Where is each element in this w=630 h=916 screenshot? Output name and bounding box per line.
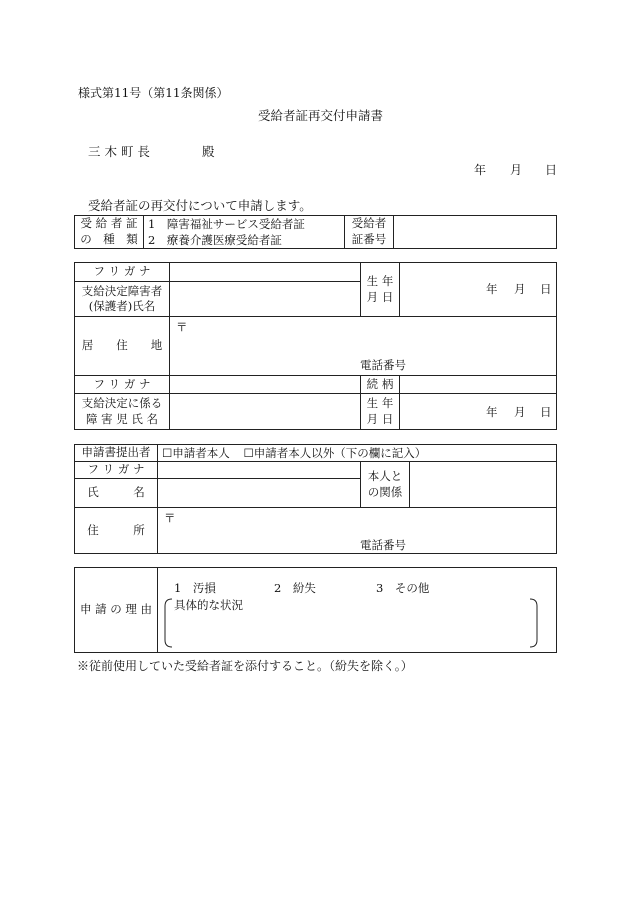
submitter-address-field[interactable] <box>158 508 557 554</box>
relation-label: 続 柄 <box>361 375 400 394</box>
addressee-name: 三 木 町 長 <box>88 144 150 159</box>
reason-label: 申 請 の 理 由 <box>75 568 158 653</box>
child-furigana-field[interactable] <box>170 375 361 394</box>
reason-field[interactable] <box>158 568 557 653</box>
submitter-label: 申請書提出者 <box>75 445 158 462</box>
relation-field[interactable] <box>400 375 557 394</box>
cert-option-2[interactable]: 2 療養介護医療受給者証 <box>144 232 345 249</box>
cert-number-label-1: 受給者 <box>345 216 394 233</box>
reason-option-2[interactable]: 2 紛失 <box>274 581 316 595</box>
submitter-options <box>158 445 557 462</box>
recipient-birth-label-1: 生 年 <box>366 274 394 289</box>
reason-option-3[interactable]: 3 その他 <box>376 581 430 595</box>
bracket-right-icon <box>528 598 540 648</box>
recipient-birth-month: 月 <box>514 282 526 296</box>
submitter-phone-label: 電話番号 <box>360 538 406 552</box>
guardian-name-label <box>75 281 170 316</box>
recipient-table <box>74 262 557 430</box>
reason-detail-label: 具体的な状況 <box>174 598 243 612</box>
child-birth-month: 月 <box>514 405 526 420</box>
child-name-field[interactable] <box>170 394 361 430</box>
child-birth-field[interactable] <box>400 394 557 430</box>
child-name-label-1: 支給決定に係る <box>81 396 163 411</box>
submitter-option-other[interactable]: ☐申請者本人以外（下の欄に記入） <box>243 446 427 460</box>
form-number: 様式第11号（第11条関係） <box>78 86 229 100</box>
recipient-birth-label-2: 月 日 <box>366 289 394 304</box>
address-field[interactable] <box>170 317 557 375</box>
date-year-label: 年 <box>474 163 487 177</box>
cert-type-label-2: の 種 類 <box>75 232 144 249</box>
date-month-label: 月 <box>510 163 523 177</box>
submitter-table <box>74 444 557 554</box>
certificate-table <box>74 215 557 249</box>
child-birth-year: 年 <box>486 405 498 420</box>
reason-option-1[interactable]: 1 汚損 <box>174 581 216 595</box>
submitter-name-field[interactable] <box>158 479 361 508</box>
submitter-name-label: 氏 名 <box>75 479 158 508</box>
guardian-name-field[interactable] <box>170 281 361 316</box>
child-furigana-label: フ リ ガ ナ <box>75 375 170 394</box>
recipient-birth-label <box>361 263 400 317</box>
submitter-furigana-field[interactable] <box>158 462 361 479</box>
submitter-relation-label-1: 本人と <box>367 468 403 483</box>
submitter-postal-mark: 〒 <box>164 511 176 525</box>
attachment-note: ※従前使用していた受給者証を添付すること。（紛失を除く。） <box>77 659 413 673</box>
submitter-relation-label <box>361 462 410 508</box>
child-birth-label <box>361 394 400 430</box>
recipient-furigana-field[interactable] <box>170 263 361 282</box>
child-name-label-2: 障 害 児 氏 名 <box>85 411 159 426</box>
child-name-label <box>75 394 170 430</box>
address-postal-mark: 〒 <box>176 320 188 335</box>
child-birth-day: 日 <box>540 405 552 420</box>
address-label: 居 住 地 <box>75 317 170 375</box>
date-day-label: 日 <box>545 163 558 177</box>
submitter-address-label: 住 所 <box>75 508 158 554</box>
cert-number-field[interactable] <box>394 216 557 249</box>
recipient-birth-day: 日 <box>540 282 552 296</box>
addressee-suffix: 殿 <box>202 144 215 159</box>
cert-number-label-2: 証番号 <box>345 232 394 249</box>
cert-type-label-1: 受 給 者 証 <box>75 216 144 233</box>
reason-table <box>74 567 557 653</box>
recipient-furigana-label: フ リ ガ ナ <box>75 263 170 282</box>
submitter-option-self[interactable]: ☐申請者本人 <box>162 446 230 460</box>
recipient-birth-field[interactable] <box>400 263 557 317</box>
child-birth-label-1: 生 年 <box>366 396 394 411</box>
cert-option-1[interactable]: 1 障害福祉サービス受給者証 <box>144 216 345 233</box>
form-title: 受給者証再交付申請書 <box>258 108 384 123</box>
guardian-name-label-1: 支給決定障害者 <box>81 283 163 298</box>
submitter-furigana-label: フ リ ガ ナ <box>75 462 158 479</box>
submitter-relation-label-2: の関係 <box>367 484 403 499</box>
address-phone-label: 電話番号 <box>360 358 406 373</box>
bracket-left-icon <box>162 598 174 648</box>
intro-text: 受給者証の再交付について申請します。 <box>88 198 312 213</box>
recipient-birth-year: 年 <box>486 282 498 296</box>
submitter-relation-field[interactable] <box>410 462 557 508</box>
guardian-name-label-2: (保護者)氏名 <box>88 299 156 314</box>
child-birth-label-2: 月 日 <box>366 411 394 426</box>
